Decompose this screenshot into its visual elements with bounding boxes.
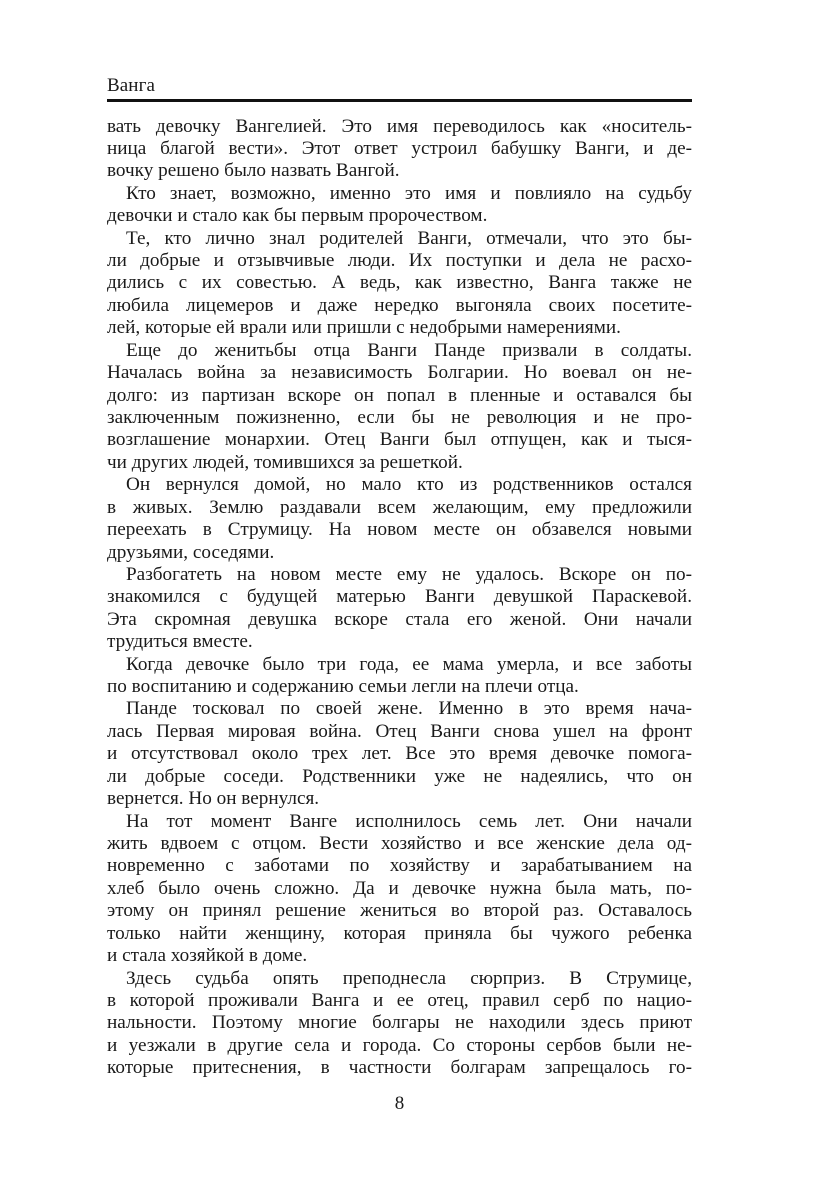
text-line: лей, которые ей врали или пришли с недобрыми намерениями. [107, 317, 621, 339]
text-line: и стала хозяйкой в доме. [107, 945, 308, 967]
text-line: Кто знает, возможно, именно это имя и повлияло на судьбу [126, 182, 692, 204]
text-line: Началась война за независимость Болгарии. Но воевал он не- [107, 362, 692, 384]
text-line: трудиться вместе. [107, 631, 253, 653]
text-line: которые притеснения, в частности болгарам запрещалось го- [107, 1057, 692, 1079]
text-line: новременно с заботами по хозяйству и зарабатыванием на [107, 855, 692, 877]
text-line: лась Первая мировая война. Отец Ванги снова ушел на фронт [107, 720, 692, 742]
text-line: Еще до женитьбы отца Ванги Панде призвали в солдаты. [126, 339, 692, 361]
text-line: заключенным пожизненно, если бы не революция и не про- [107, 406, 692, 428]
text-line: в живых. Землю раздавали всем желающим, ему предложили [107, 496, 692, 518]
text-line: Он вернулся домой, но мало кто из родственников остался [126, 474, 692, 496]
text-line: Эта скромная девушка вскоре стала его женой. Они начали [107, 608, 692, 630]
text-line: хлеб было очень сложно. Да и девочке нужна была мать, по- [107, 877, 692, 899]
text-line: переехать в Струмицу. На новом месте он обзавелся новыми [107, 519, 692, 541]
page-number: 8 [394, 1093, 405, 1114]
text-line: Здесь судьба опять преподнесла сюрприз. В Струмице, [126, 967, 692, 989]
text-line: знакомился с будущей матерью Ванги девушкой Параскевой. [107, 586, 692, 608]
running-head: Ванга [107, 75, 155, 96]
text-line: и уезжали в другие села и города. Со стороны сербов были не- [107, 1034, 692, 1056]
text-line: долго: из партизан вскоре он попал в пленные и оставался бы [107, 384, 692, 406]
book-page [107, 0, 692, 1191]
text-line: по воспитанию и содержанию семьи легли на плечи отца. [107, 676, 579, 698]
text-line: любила лицемеров и даже нередко выгоняла своих посетите- [107, 294, 692, 316]
body-text [107, 116, 692, 1080]
text-line: в которой проживали Ванга и ее отец, правил серб по нацио- [107, 989, 692, 1011]
header-rule [107, 99, 692, 102]
text-line: нальности. Поэтому многие болгары не находили здесь приют [107, 1012, 692, 1034]
text-line: чи других людей, томившихся за решеткой. [107, 451, 463, 473]
text-line: дились с их совестью. А ведь, как известно, Ванга также не [107, 272, 692, 294]
text-line: вать девочку Вангелией. Это имя переводилось как «носитель- [107, 115, 692, 137]
text-line: возглашение монархии. Отец Ванги был отпущен, как и тыся- [107, 429, 692, 451]
text-line: вернется. Но он вернулся. [107, 788, 320, 810]
text-line: Разбогатеть на новом месте ему не удалось. Вскоре он по- [126, 563, 692, 585]
text-line: этому он принял решение жениться во второй раз. Оставалось [107, 900, 692, 922]
text-line: ли добрые соседи. Родственники уже не надеялись, что он [107, 765, 692, 787]
text-line: ли добрые и отзывчивые люди. Их поступки и дела не расхо- [107, 250, 692, 272]
text-line: На тот момент Ванге исполнилось семь лет. Они начали [126, 810, 692, 832]
text-line: Те, кто лично знал родителей Ванги, отмечали, что это бы- [126, 227, 692, 249]
text-line: жить вдвоем с отцом. Вести хозяйство и все женские дела од- [107, 833, 692, 854]
text-line: девочки и стало как бы первым пророчеством. [107, 205, 488, 227]
text-line: ница благой вести». Этот ответ устроил бабушку Ванги, и де- [107, 137, 692, 159]
text-line: Когда девочке было три года, ее мама умерла, и все заботы [126, 653, 692, 675]
text-line: вочку решено было назвать Вангой. [107, 160, 400, 182]
text-line: Панде тосковал по своей жене. Именно в это время нача- [126, 698, 692, 720]
text-line: только найти женщину, которая приняла бы чужого ребенка [107, 922, 692, 944]
text-line: друзьями, соседями. [107, 541, 275, 563]
text-line: и отсутствовал около трех лет. Все это время девочке помога- [107, 743, 692, 765]
